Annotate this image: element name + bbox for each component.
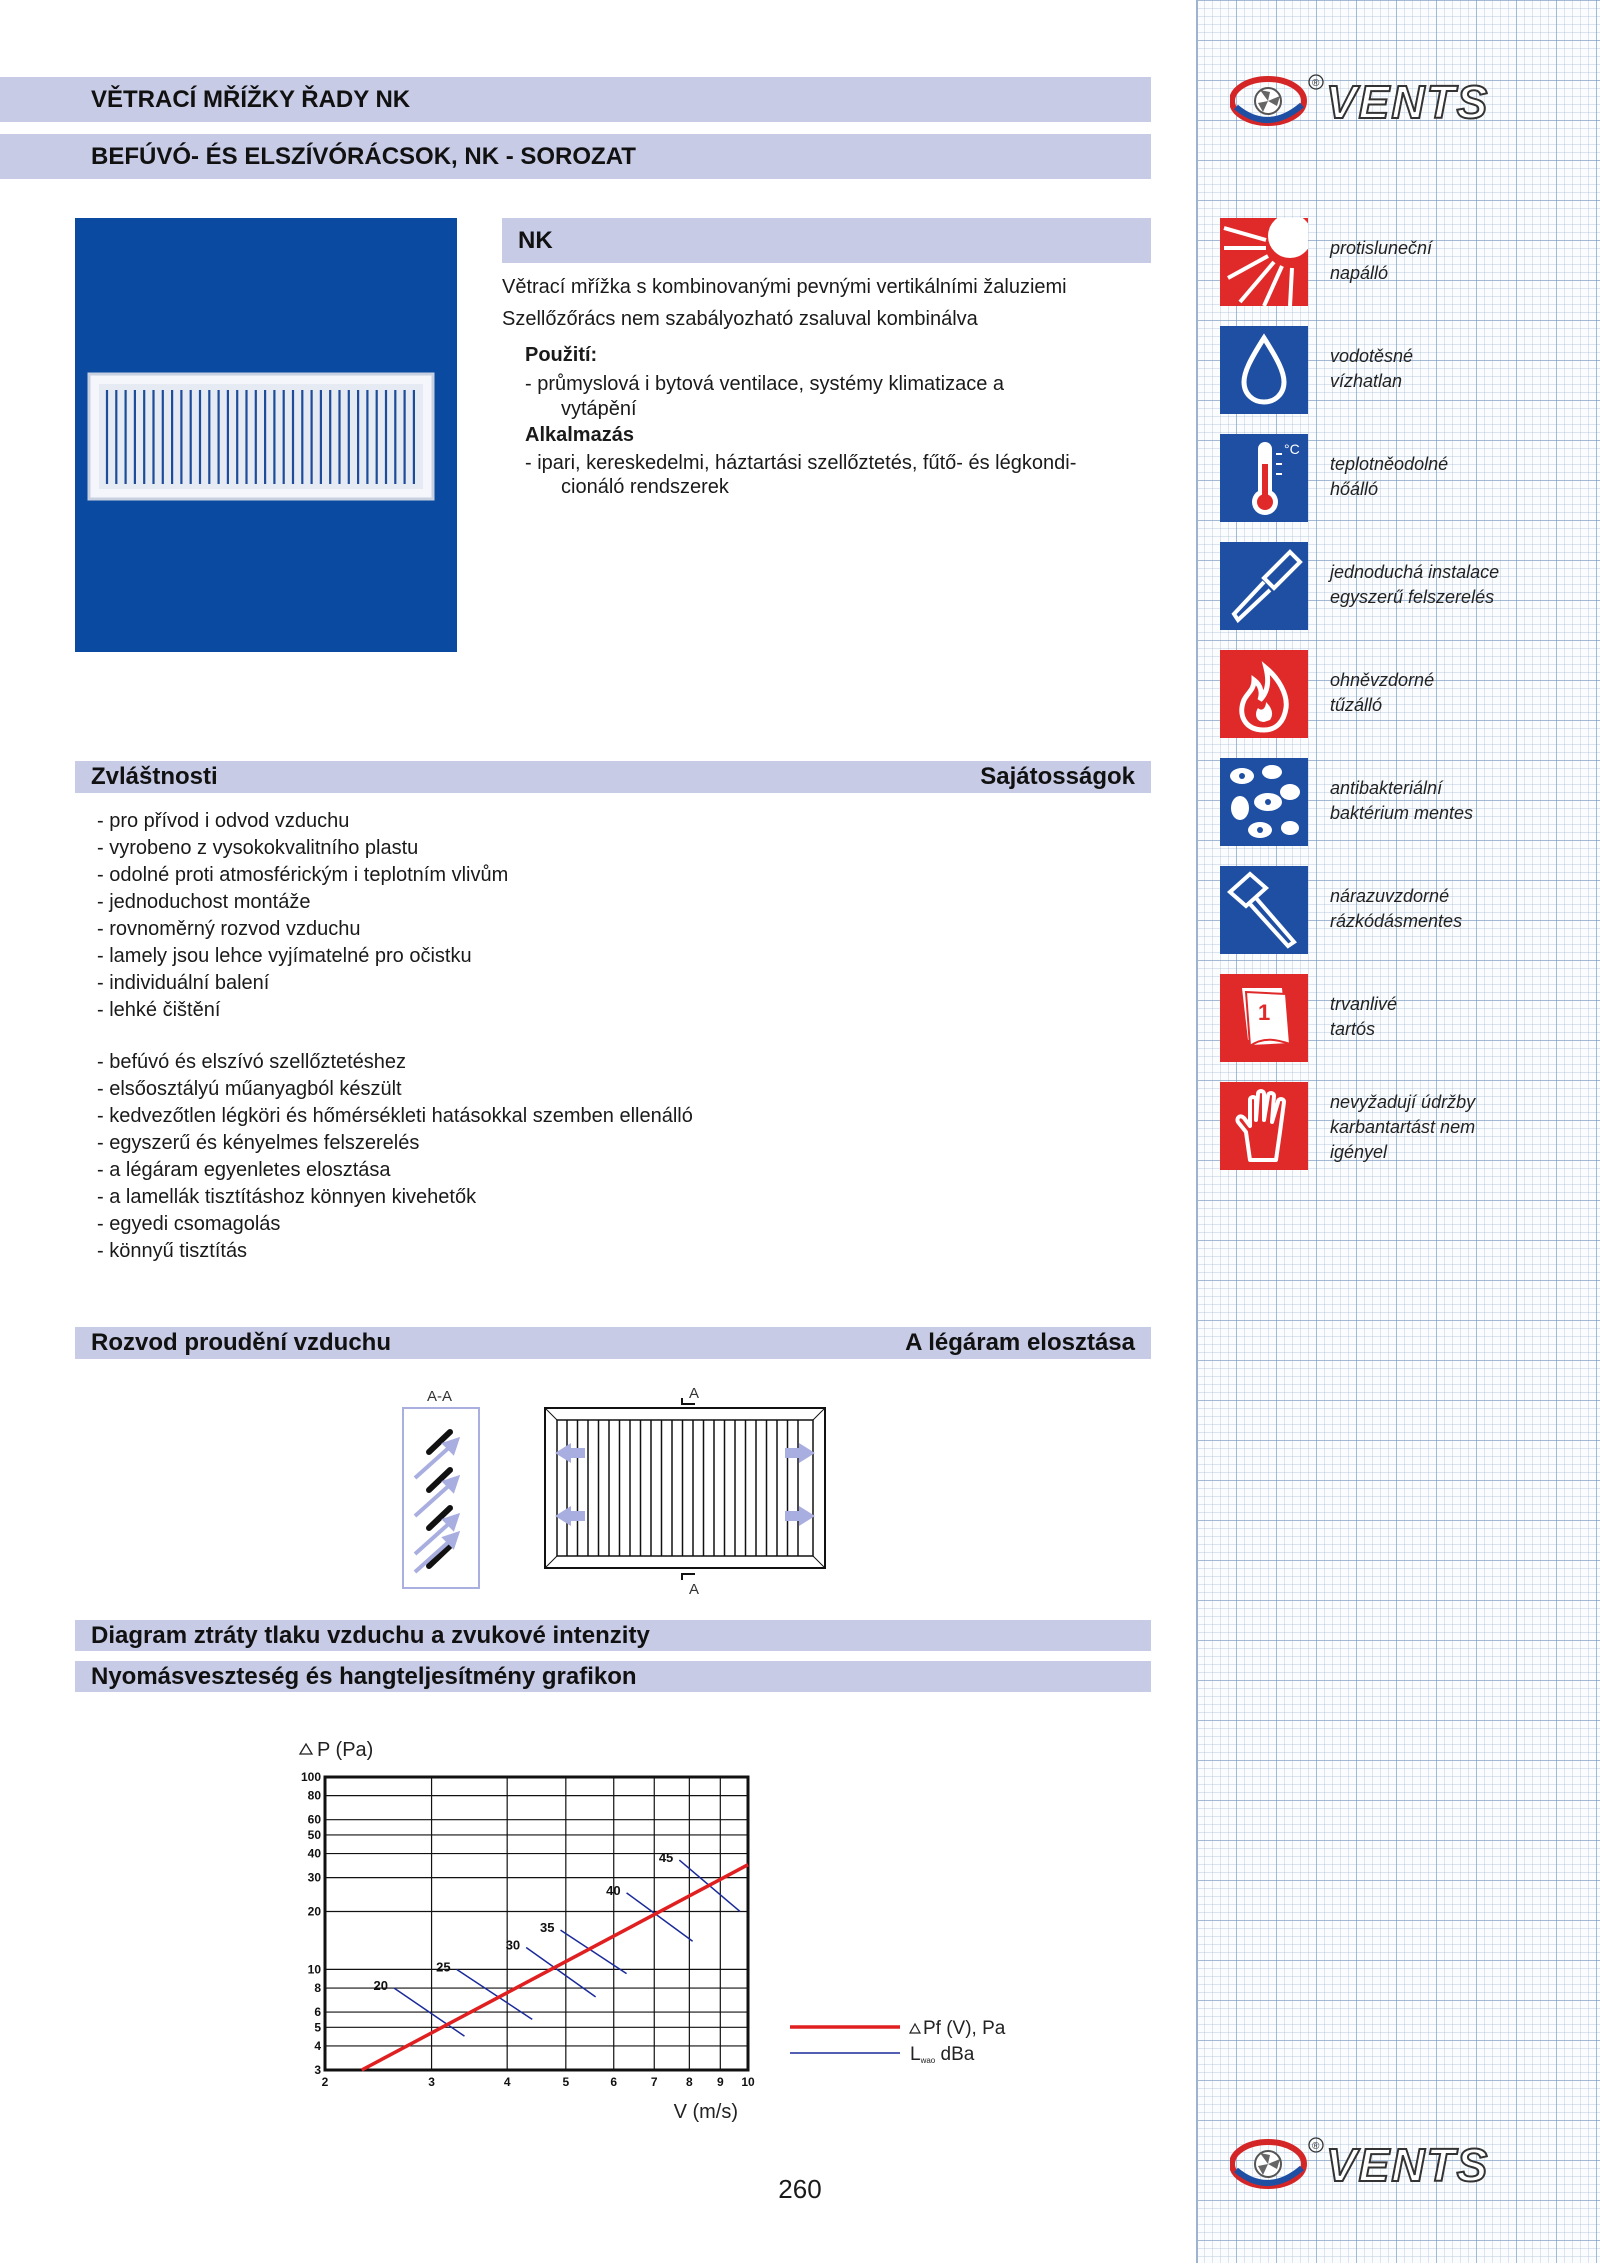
list-item: - a lamellák tisztításhoz könnyen kivehetők	[97, 1184, 693, 1211]
plot-frame	[325, 1777, 748, 2070]
x-tick-label: 8	[686, 2075, 693, 2089]
grille-image	[75, 218, 457, 652]
list-item: - egyedi csomagolás	[97, 1211, 693, 1238]
list-item: - kedvezőtlen légköri és hőmérsékleti hatásokkal szemben ellenálló	[97, 1103, 693, 1130]
vents-logo-icon	[1230, 72, 1570, 130]
vents-logo-icon	[1230, 2135, 1570, 2193]
diagram-bar-cz	[75, 1620, 1151, 1651]
use-heading-hu: Alkalmazás	[525, 424, 634, 446]
x-tick-label: 10	[741, 2075, 755, 2089]
product-desc-cz: Větrací mřížka s kombinovanými pevnými vertikálními žaluziemi	[502, 276, 1067, 298]
hammer-icon	[1220, 866, 1308, 954]
y-tick-label: 60	[307, 1812, 321, 1827]
chart-svg	[270, 1730, 1030, 2130]
use-text-hu-2: cionáló rendszerek	[561, 476, 729, 498]
feature-label-cz: ohněvzdorné	[1330, 670, 1435, 690]
feature-fire	[1220, 650, 1580, 740]
features-heading-hu: Sajátosságok	[980, 763, 1135, 790]
list-item: - rovnoměrný rozvod vzduchu	[97, 916, 508, 943]
sound-level-label: 35	[540, 1920, 555, 1936]
list-item: - lamely jsou lehce vyjímatelné pro očistku	[97, 943, 508, 970]
feature-label-hu: vízhatlan	[1330, 371, 1403, 391]
product-photo	[75, 218, 457, 652]
list-item: - könnyű tisztítás	[97, 1238, 693, 1265]
sound-level-label: 30	[505, 1937, 521, 1953]
page-title-cz: VĚTRACÍ MŘÍŽKY ŘADY NK	[91, 85, 411, 113]
list-item: - lehké čištění	[97, 997, 508, 1024]
svg-text:VENTS: VENTS	[1326, 2139, 1490, 2191]
product-desc-hu: Szellőzőrács nem szabályozható zsaluval kombinálva	[502, 308, 978, 330]
feature-label-hu: karbantartást nem	[1330, 1117, 1476, 1137]
x-tick-label: 6	[610, 2075, 618, 2089]
diagram-bar-hu	[75, 1661, 1151, 1692]
y-tick-label: 50	[307, 1827, 321, 1842]
sound-level-label: 40	[606, 1882, 621, 1898]
svg-text:®: ®	[1312, 2141, 1320, 2152]
list-item: - befúvó és elszívó szellőztetéshez	[97, 1049, 693, 1076]
feature-sun	[1220, 218, 1580, 308]
y-tick-label: 10	[307, 1962, 321, 1977]
list-item: - odolné proti atmosférickým i teplotním vlivům	[97, 862, 508, 889]
feature-impact	[1220, 866, 1580, 956]
bacteria-icon	[1220, 758, 1308, 846]
feature-water	[1220, 326, 1580, 416]
y-tick-label: 100	[300, 1770, 321, 1784]
feature-label-cz: nevyžadují údržby	[1330, 1092, 1476, 1112]
feature-maintenance	[1220, 1082, 1580, 1172]
x-tick-label: 2	[321, 2075, 329, 2089]
feature-label-hu-2: igényel	[1330, 1142, 1388, 1162]
feature-label-cz: antibakteriální	[1330, 778, 1443, 798]
feature-install	[1220, 542, 1580, 632]
page-title-hu: BEFÚVÓ- ÉS ELSZÍVÓRÁCSOK, NK - SOROZAT	[91, 142, 636, 170]
feature-antibact	[1220, 758, 1580, 848]
features-list-cz	[97, 808, 508, 1024]
feature-durable	[1220, 974, 1580, 1064]
water-drop-icon	[1220, 326, 1308, 414]
diagram-title-hu: Nyomásveszteség és hangteljesítmény grafikon	[91, 1662, 637, 1690]
pressure-series-line	[362, 1865, 748, 2070]
y-tick-label: 4	[314, 2038, 321, 2053]
airflow-heading-cz: Rozvod proudění vzduchu	[91, 1329, 391, 1356]
svg-text:°C: °C	[1284, 441, 1300, 457]
feature-thermo	[1220, 434, 1580, 524]
delta-symbol	[300, 1744, 312, 1754]
vents-logo-top	[1230, 72, 1570, 130]
features-bar	[75, 761, 1151, 793]
section-label: A-A	[427, 1388, 453, 1405]
list-item: - a légáram egyenletes elosztása	[97, 1157, 693, 1184]
svg-text:1: 1	[1258, 1000, 1271, 1025]
features-heading-cz: Zvláštnosti	[91, 763, 218, 790]
feature-label-hu: egyszerű felszerelés	[1330, 587, 1495, 607]
title-bar-cz	[0, 77, 1151, 122]
vents-logo-bottom	[1230, 2135, 1570, 2193]
section-marker-top: A	[689, 1385, 700, 1402]
title-bar-hu	[0, 134, 1151, 179]
hand-icon	[1220, 1082, 1308, 1170]
list-item: - elsőosztályú műanyagból készült	[97, 1076, 693, 1103]
section-marker-bottom: A	[689, 1581, 700, 1598]
feature-label-hu: tartós	[1330, 1019, 1376, 1039]
sound-level-line	[561, 1930, 627, 1974]
sound-level-label: 25	[436, 1959, 451, 1975]
y-tick-label: 6	[314, 2005, 321, 2020]
y-tick-label: 8	[314, 1981, 321, 1996]
airflow-heading-hu: A légáram elosztása	[905, 1329, 1135, 1356]
use-text-hu-1: - ipari, kereskedelmi, háztartási szellőztetés, fűtő- és légkondi-	[525, 452, 1077, 474]
model-bar	[502, 218, 1151, 263]
y-tick-label: 80	[307, 1788, 321, 1803]
y-axis-label: P (Pa)	[317, 1739, 374, 1761]
legend-label-sound: Lwao dBa	[910, 2044, 975, 2065]
x-tick-label: 9	[716, 2075, 724, 2089]
sun-icon	[1220, 218, 1308, 306]
feature-label-hu: napálló	[1330, 263, 1389, 283]
airflow-drawing	[395, 1378, 835, 1598]
y-tick-label: 5	[314, 2020, 321, 2035]
x-tick-label: 5	[562, 2075, 570, 2089]
model-name: NK	[518, 226, 553, 254]
sound-level-label: 45	[658, 1850, 674, 1866]
diagram-title-cz: Diagram ztráty tlaku vzduchu a zvukové intenzity	[91, 1621, 650, 1649]
list-item: - jednoduchost montáže	[97, 889, 508, 916]
y-tick-label: 30	[307, 1870, 321, 1885]
feature-label-hu: hőálló	[1330, 479, 1379, 499]
feature-label-hu: rázkódásmentes	[1330, 911, 1463, 931]
calendar-icon	[1220, 974, 1308, 1062]
feature-label-cz: protisluneční	[1330, 238, 1433, 258]
screwdriver-icon	[1220, 542, 1308, 630]
airflow-diagram	[395, 1378, 835, 1598]
feature-label-cz: trvanlivé	[1330, 994, 1398, 1014]
list-item: - individuální balení	[97, 970, 508, 997]
fire-icon	[1220, 650, 1308, 738]
x-tick-label: 4	[503, 2075, 511, 2089]
feature-label-cz: teplotněodolné	[1330, 454, 1449, 474]
airflow-bar	[75, 1327, 1151, 1359]
x-tick-label: 3	[428, 2075, 435, 2089]
svg-text:VENTS: VENTS	[1326, 76, 1490, 128]
feature-label-hu: tűzálló	[1330, 695, 1383, 715]
delta-symbol	[910, 2024, 920, 2033]
y-tick-label: 40	[307, 1846, 321, 1861]
use-text-cz-2: vytápění	[561, 398, 637, 420]
list-item: - pro přívod i odvod vzduchu	[97, 808, 508, 835]
feature-label-hu: baktérium mentes	[1330, 803, 1474, 823]
feature-label-cz: vodotěsné	[1330, 346, 1414, 366]
y-tick-label: 3	[314, 2063, 321, 2077]
x-axis-label: V (m/s)	[673, 2101, 738, 2123]
list-item: - vyrobeno z vysokokvalitního plastu	[97, 835, 508, 862]
features-list-hu	[97, 1049, 693, 1265]
svg-text:®: ®	[1312, 78, 1320, 89]
use-text-cz-1: - průmyslová i bytová ventilace, systémy klimatizace a	[525, 373, 1005, 395]
feature-label-cz: nárazuvzdorné	[1330, 886, 1450, 906]
y-tick-label: 20	[307, 1904, 321, 1919]
legend-label-pressure: Pf (V), Pa	[923, 2018, 1006, 2039]
use-heading-cz: Použití:	[525, 344, 598, 366]
thermometer-icon	[1220, 434, 1308, 522]
x-tick-label: 7	[650, 2075, 658, 2089]
pressure-chart	[270, 1730, 1030, 2130]
sound-level-line	[526, 1947, 595, 1996]
list-item: - egyszerű és kényelmes felszerelés	[97, 1130, 693, 1157]
feature-label-cz: jednoduchá instalace	[1330, 562, 1500, 582]
page-number: 260	[778, 2174, 822, 2204]
sound-level-label: 20	[373, 1978, 388, 1994]
